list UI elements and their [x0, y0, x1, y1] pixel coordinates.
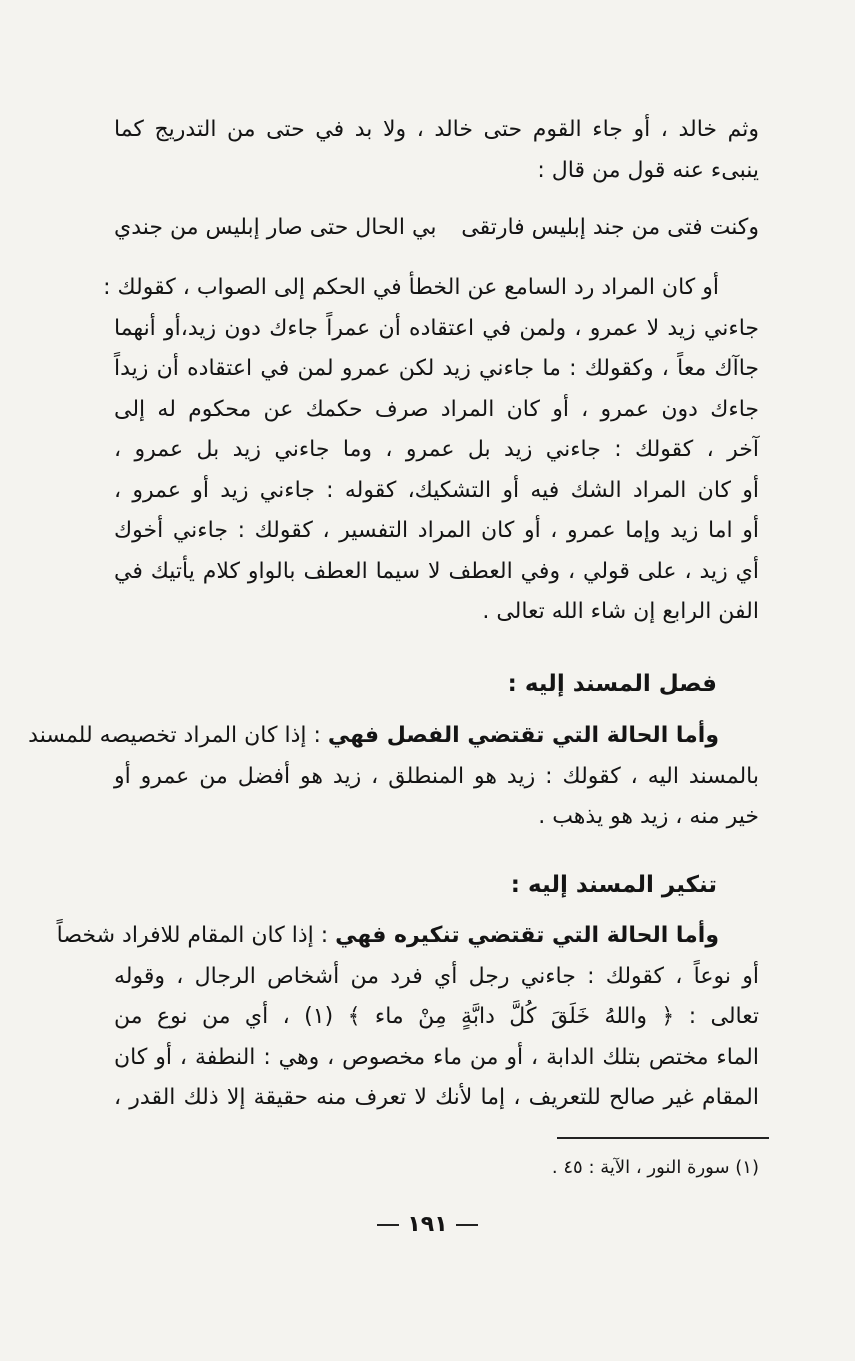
text-line: بالمسند اليه ، كقولك : زيد هو المنطلق ، زيد هو أفضل من عمرو أو: [114, 763, 759, 789]
paragraph-1: [114, 110, 759, 191]
text-line: ينبىء عنه قول من قال :: [537, 157, 759, 183]
text-line: [56, 916, 759, 957]
text-line: أو كان المراد الشك فيه أو التشكيك، كقوله : جاءني زيد أو عمرو ،: [114, 477, 759, 503]
section-heading-fasl: فصل المسند إليه :: [507, 671, 717, 697]
text-line: الفن الرابع إن شاء الله تعالى .: [482, 599, 759, 624]
text-line: تعالى : ﴿ واللهُ خَلَقَ كُلَّ دابَّةٍ مِنْ ماء ﴾ (١) ، أي من نوع من: [114, 1004, 759, 1029]
dash-right: [456, 1224, 478, 1226]
page-number: ١٩١: [407, 1212, 448, 1237]
text-line: الماء مختص بتلك الدابة ، أو من ماء مخصوص ، وهي : النطفة ، أو كان: [114, 1044, 759, 1070]
line-rest: : إذا كان المقام للافراد شخصاً: [56, 923, 336, 948]
text-line: جاآك معاً ، وكقولك : ما جاءني زيد لكن عمرو لمن في اعتقاده أن زيداً: [114, 356, 759, 381]
line-rest: : إذا كان المراد تخصيصه للمسند: [28, 723, 328, 748]
paragraph-3: [28, 716, 759, 838]
text-line: أو اما زيد وإما عمرو ، أو كان المراد التفسير ، كقولك : جاءني أخوك: [114, 518, 759, 543]
text-line: أو نوعاً ، كقولك : جاءني رجل أي فرد من أشخاص الرجال ، وقوله: [114, 963, 759, 989]
text-line: آخر ، كقولك : جاءني زيد بل عمرو ، وما جاءني زيد بل عمرو ،: [114, 437, 759, 462]
text-line: جاءك دون عمرو ، أو كان المراد صرف حكمك عن محكوم له إلى: [114, 396, 759, 422]
footnote-divider: [557, 1137, 769, 1139]
text-line: جاءني زيد لا عمرو ، ولمن في اعتقاده أن عمراً جاءك دون زيد،أو أنهما: [114, 315, 759, 341]
paragraph-2: [103, 268, 759, 633]
text-line: المقام غير صالح للتعريف ، إما لأنك لا تعرف منه حقيقة إلا ذلك القدر ،: [114, 1085, 759, 1110]
verse-first-half: وكنت فتى من جند إبليس فارتقى: [461, 215, 759, 240]
poetry-verse: [114, 207, 759, 249]
text-line: [28, 716, 759, 757]
paragraph-4: [56, 916, 759, 1119]
text-line: أو كان المراد رد السامع عن الخطأ في الحكم إلى الصواب ، كقولك :: [103, 275, 719, 300]
text-line: خير منه ، زيد هو يذهب .: [538, 804, 759, 829]
section-heading-tankir: تنكير المسند إليه :: [510, 872, 717, 898]
bold-lead: وأما الحالة التي تقتضي الفصل فهي: [327, 723, 719, 748]
text-line: وثم خالد ، أو جاء القوم حتى خالد ، ولا بد في حتى من التدريج كما: [114, 117, 759, 142]
verse-second-half: بي الحال حتى صار إبليس من جندي: [114, 215, 437, 240]
footnote: (١) سورة النور ، الآية : ٤٥ .: [551, 1157, 759, 1178]
text-line: أي زيد ، على قولي ، وفي العطف لا سيما العطف بالواو كلام يأتيك في: [114, 558, 759, 584]
bold-lead: وأما الحالة التي تقتضي تنكيره فهي: [335, 923, 719, 948]
dash-left: [377, 1224, 399, 1226]
page-number-line: [0, 1208, 855, 1242]
